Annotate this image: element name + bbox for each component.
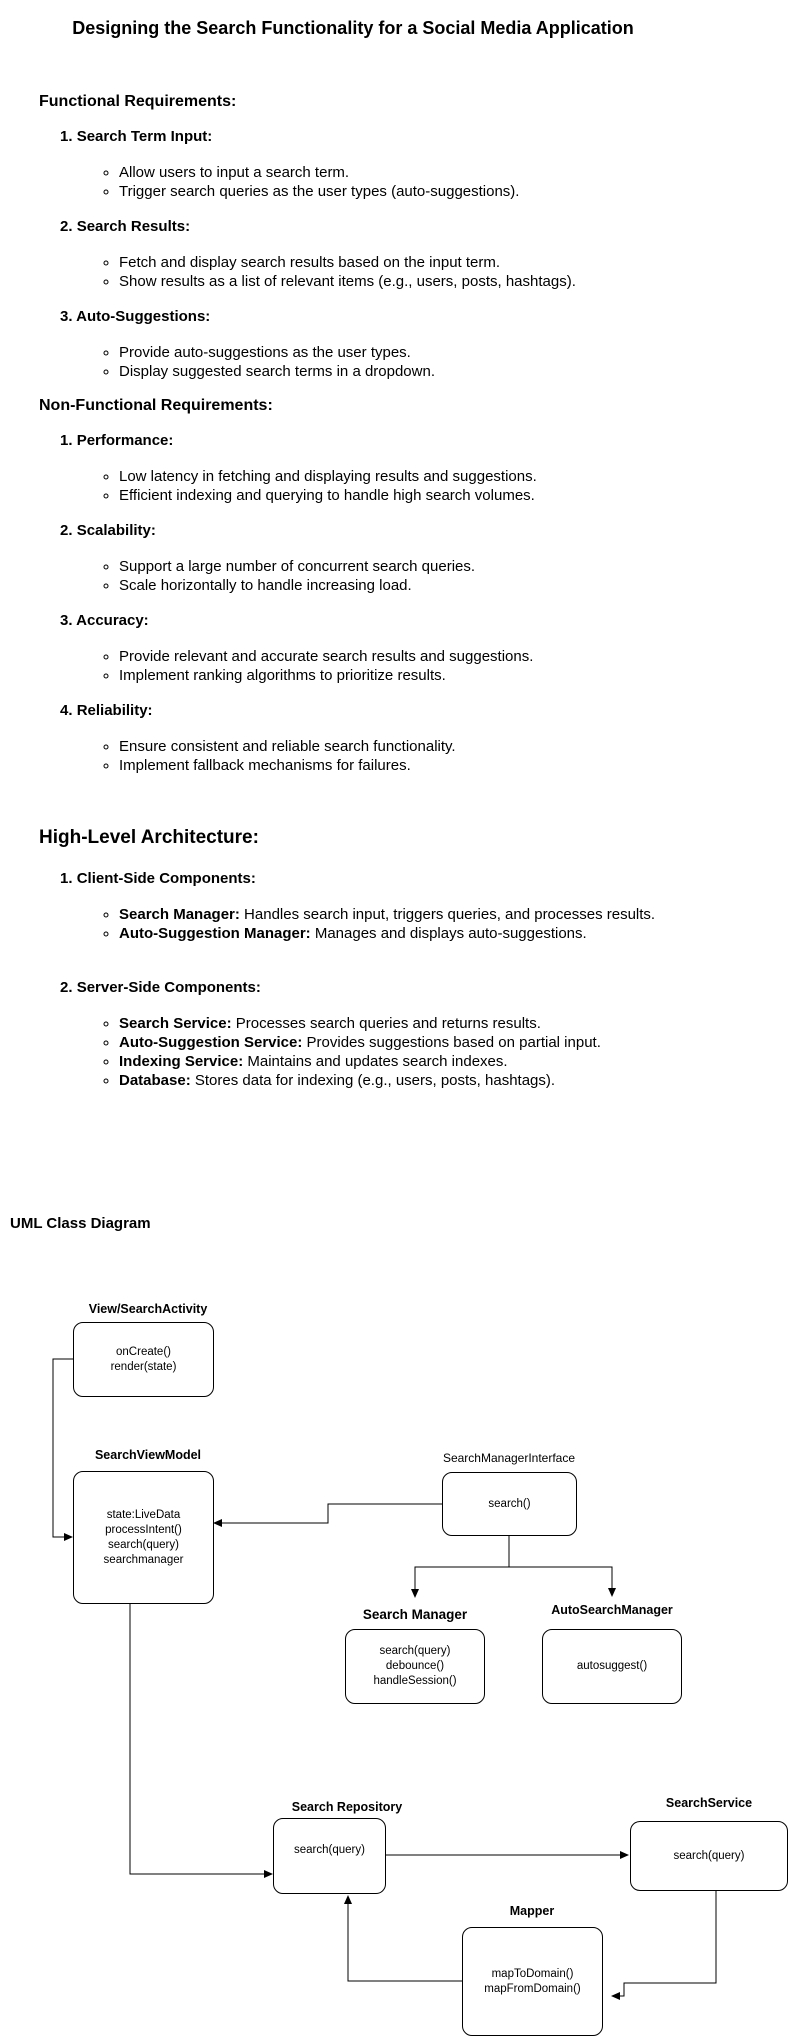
mapper-label: Mapper	[509, 1904, 555, 1918]
list-item: ◦ Provide relevant and accurate search results and suggestions.	[119, 647, 533, 666]
method-text: handleSession()	[373, 1675, 457, 1687]
repository-box	[273, 1818, 386, 1894]
nfr-1-title: 1. Performance:	[60, 432, 174, 449]
method-text: onCreate()	[116, 1345, 171, 1358]
list-item: ◦ Display suggested search terms in a dropdown.	[119, 362, 435, 381]
functional-heading: Functional Requirements:	[39, 93, 237, 110]
architecture-heading: High-Level Architecture:	[39, 827, 259, 848]
method-text: mapToDomain()	[491, 1967, 574, 1980]
list-item: ◦ Low latency in fetching and displaying results and suggestions.	[119, 467, 537, 486]
method-text: render(state)	[110, 1360, 177, 1373]
fr-2-title: 2. Search Results:	[60, 218, 191, 235]
uml-heading: UML Class Diagram	[10, 1215, 151, 1232]
connector-viewmodel-to-repository	[130, 1604, 272, 1874]
nfr-4-title: 4. Reliability:	[60, 702, 153, 719]
service-box	[630, 1821, 788, 1891]
nonfunctional-heading: Non-Functional Requirements:	[39, 397, 273, 414]
list-item: ◦ Fetch and display search results based on the input term.	[119, 253, 576, 272]
mapper-box	[462, 1927, 603, 2036]
connector-interface-to-searchmanager	[415, 1536, 509, 1597]
method-text: search(query)	[673, 1849, 745, 1862]
search-manager-box	[345, 1629, 485, 1704]
search-activity-box	[73, 1322, 214, 1397]
list-item: ◦ Auto-Suggestion Manager: Manages and displays auto-suggestions.	[119, 924, 679, 943]
connector-interface-to-autosearch	[509, 1567, 612, 1596]
page-title: Designing the Search Functionality for a Social Media Application	[72, 18, 634, 38]
list-item: ◦ Ensure consistent and reliable search functionality.	[119, 737, 456, 756]
list-item: ◦ Database: Stores data for indexing (e.g., users, posts, hashtags).	[119, 1071, 739, 1090]
manager-interface-box	[442, 1472, 577, 1536]
list-item: ◦ Auto-Suggestion Service: Provides suggestions based on partial input.	[119, 1033, 739, 1052]
connector-mapper-to-repository	[348, 1896, 462, 1981]
property-text: searchmanager	[103, 1553, 184, 1566]
connector-interface-to-viewmodel	[214, 1504, 442, 1523]
method-text: search(query)	[294, 1844, 365, 1856]
view-model-label: SearchViewModel	[94, 1448, 202, 1462]
connector-activity-to-viewmodel	[53, 1359, 73, 1537]
auto-search-manager-box	[542, 1629, 682, 1704]
auto-search-manager-label: AutoSearchManager	[551, 1603, 673, 1617]
method-text: processIntent()	[105, 1523, 182, 1536]
server-components-title: 2. Server-Side Components:	[60, 979, 261, 996]
service-label: SearchService	[665, 1796, 753, 1810]
nfr-3-title: 3. Accuracy:	[60, 612, 149, 629]
list-item: ◦ Allow users to input a search term.	[119, 163, 519, 182]
manager-interface-label: SearchManagerInterface	[442, 1451, 576, 1465]
list-item: ◦ Trigger search queries as the user types (auto-suggestions).	[119, 182, 519, 201]
list-item: ◦ Search Manager: Handles search input, triggers queries, and processes results.	[119, 905, 679, 924]
view-model-box	[73, 1471, 214, 1604]
connector-service-to-mapper	[612, 1891, 716, 1996]
list-item: ◦ Implement fallback mechanisms for failures.	[119, 756, 456, 775]
fr-1-title: 1. Search Term Input:	[60, 128, 213, 145]
list-item: ◦ Support a large number of concurrent search queries.	[119, 557, 475, 576]
search-manager-label: Search Manager	[362, 1607, 468, 1622]
method-text: mapFromDomain()	[484, 1982, 581, 1995]
method-text: search(query)	[108, 1538, 179, 1551]
list-item: ◦ Search Service: Processes search queries and returns results.	[119, 1014, 739, 1033]
search-activity-label: View/SearchActivity	[88, 1302, 208, 1316]
method-text: search(query)	[379, 1645, 451, 1657]
list-item: ◦ Show results as a list of relevant items (e.g., users, posts, hashtags).	[119, 272, 576, 291]
list-item: ◦ Efficient indexing and querying to handle high search volumes.	[119, 486, 537, 505]
list-item: ◦ Scale horizontally to handle increasing load.	[119, 576, 475, 595]
list-item: ◦ Provide auto-suggestions as the user types.	[119, 343, 435, 362]
method-text: search()	[488, 1497, 531, 1510]
method-text: debounce()	[385, 1660, 445, 1672]
nfr-2-title: 2. Scalability:	[60, 522, 156, 539]
list-item: ◦ Indexing Service: Maintains and updates search indexes.	[119, 1052, 739, 1071]
method-text: autosuggest()	[576, 1660, 648, 1672]
client-components-title: 1. Client-Side Components:	[60, 870, 256, 887]
property-text: state:LiveData	[106, 1508, 181, 1521]
fr-3-title: 3. Auto-Suggestions:	[60, 308, 211, 325]
list-item: ◦ Implement ranking algorithms to prioritize results.	[119, 666, 533, 685]
repository-label: Search Repository	[291, 1800, 403, 1814]
